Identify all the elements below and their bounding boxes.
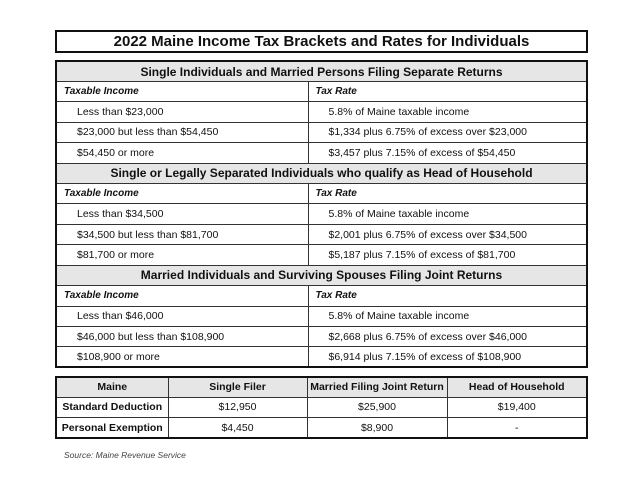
section-heading: Single Individuals and Married Persons Filing Separate Returns	[56, 61, 587, 82]
income-cell: Less than $34,500	[56, 204, 308, 224]
rate-cell: $2,001 plus 6.75% of excess over $34,500	[308, 224, 587, 244]
table-row	[56, 397, 587, 418]
value-cell: -	[447, 418, 587, 439]
rate-cell: 5.8% of Maine taxable income	[308, 204, 587, 224]
section-heading: Single or Legally Separated Individuals who qualify as Head of Household	[56, 163, 587, 184]
income-cell: $54,450 or more	[56, 143, 308, 163]
rate-cell: $3,457 plus 7.15% of excess of $54,450	[308, 143, 587, 163]
rate-cell: 5.8% of Maine taxable income	[308, 306, 587, 326]
income-cell: Less than $23,000	[56, 102, 308, 122]
section-heading-single	[56, 61, 587, 82]
income-cell: $23,000 but less than $54,450	[56, 122, 308, 142]
table-row	[56, 122, 587, 142]
table-row	[56, 143, 587, 163]
table-row	[56, 306, 587, 326]
summary-header-row	[56, 377, 587, 397]
income-cell: $108,900 or more	[56, 347, 308, 367]
rate-cell: $2,668 plus 6.75% of excess over $46,000	[308, 326, 587, 346]
taxable-income-header: Taxable Income	[56, 286, 308, 306]
tax-rate-header: Tax Rate	[308, 286, 587, 306]
income-cell: Less than $46,000	[56, 306, 308, 326]
rate-cell: 5.8% of Maine taxable income	[308, 102, 587, 122]
income-cell: $34,500 but less than $81,700	[56, 224, 308, 244]
column-header-maine: Maine	[56, 377, 168, 397]
table-row	[56, 102, 587, 122]
value-cell: $4,450	[168, 418, 307, 439]
tax-rate-header: Tax Rate	[308, 184, 587, 204]
rate-cell: $5,187 plus 7.15% of excess of $81,700	[308, 245, 587, 265]
section-heading: Married Individuals and Surviving Spouses Filing Joint Returns	[56, 265, 587, 286]
value-cell: $19,400	[447, 397, 587, 418]
section-heading-head-of-household	[56, 163, 587, 184]
value-cell: $25,900	[307, 397, 447, 418]
taxable-income-header: Taxable Income	[56, 82, 308, 102]
column-header-married-joint: Married Filing Joint Return	[307, 377, 447, 397]
deductions-exemptions-table	[55, 376, 588, 439]
column-header-single-filer: Single Filer	[168, 377, 307, 397]
table-row	[56, 245, 587, 265]
tax-rate-header: Tax Rate	[308, 82, 587, 102]
source-note: Source: Maine Revenue Service	[64, 450, 186, 460]
page-title: 2022 Maine Income Tax Brackets and Rates for Individuals	[55, 30, 588, 53]
column-header-row	[56, 286, 587, 306]
table-row	[56, 326, 587, 346]
row-label-personal-exemption: Personal Exemption	[56, 418, 168, 439]
tax-brackets-table	[55, 60, 588, 368]
section-heading-married-joint	[56, 265, 587, 286]
table-row	[56, 204, 587, 224]
column-header-head-of-household: Head of Household	[447, 377, 587, 397]
column-header-row	[56, 82, 587, 102]
income-cell: $81,700 or more	[56, 245, 308, 265]
income-cell: $46,000 but less than $108,900	[56, 326, 308, 346]
table-row	[56, 418, 587, 439]
row-label-standard-deduction: Standard Deduction	[56, 397, 168, 418]
column-header-row	[56, 184, 587, 204]
rate-cell: $1,334 plus 6.75% of excess over $23,000	[308, 122, 587, 142]
table-row	[56, 347, 587, 367]
taxable-income-header: Taxable Income	[56, 184, 308, 204]
value-cell: $12,950	[168, 397, 307, 418]
rate-cell: $6,914 plus 7.15% of excess of $108,900	[308, 347, 587, 367]
table-row	[56, 224, 587, 244]
value-cell: $8,900	[307, 418, 447, 439]
